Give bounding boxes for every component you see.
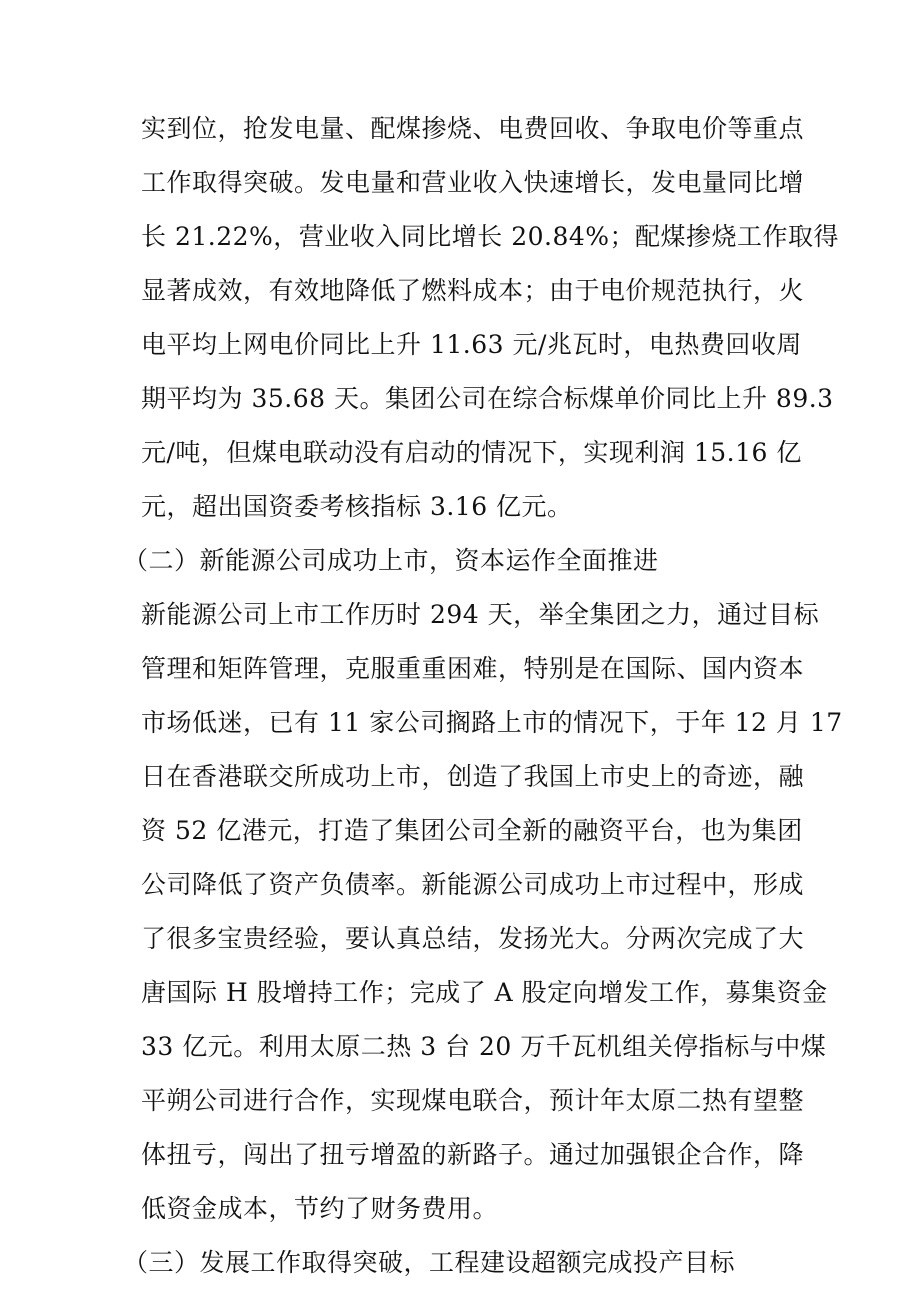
section-heading: （二）新能源公司成功上市，资本运作全面推进: [123, 546, 659, 575]
paragraph-line: 市场低迷，已有 11 家公司搁路上市的情况下，于年 12 月 17: [141, 708, 843, 737]
paragraph-line: 低资金成本，节约了财务费用。: [141, 1194, 499, 1223]
paragraph-line: 显著成效，有效地降低了燃料成本；由于电价规范执行，火: [141, 276, 805, 305]
paragraph-line: 实到位，抢发电量、配煤掺烧、电费回收、争取电价等重点: [141, 114, 805, 143]
paragraph-line: 新能源公司上市工作历时 294 天，举全集团之力，通过目标: [141, 600, 820, 629]
paragraph-line: 管理和矩阵管理，克服重重困难，特别是在国际、国内资本: [141, 654, 805, 683]
paragraph-line: 33 亿元。利用太原二热 3 台 20 万千瓦机组关停指标与中煤: [141, 1032, 827, 1061]
paragraph-line: 唐国际 H 股增持工作；完成了 A 股定向增发工作，募集资金: [141, 978, 828, 1007]
document-page: [123, 102, 843, 1290]
paragraph-line: 期平均为 35.68 天。集团公司在综合标煤单价同比上升 89.3: [141, 384, 834, 413]
paragraph-line: 了很多宝贵经验，要认真总结，发扬光大。分两次完成了大: [141, 924, 805, 953]
paragraph-line: 平朔公司进行合作，实现煤电联合，预计年太原二热有望整: [141, 1086, 805, 1115]
section-heading: （三）发展工作取得突破，工程建设超额完成投产目标: [123, 1248, 736, 1277]
paragraph-line: 工作取得突破。发电量和营业收入快速增长，发电量同比增: [141, 168, 805, 197]
paragraph-line: 元/吨，但煤电联动没有启动的情况下，实现利润 15.16 亿: [141, 438, 802, 467]
paragraph-line: 元，超出国资委考核指标 3.16 亿元。: [141, 492, 573, 521]
paragraph-line: 电平均上网电价同比上升 11.63 元/兆瓦时，电热费回收周: [141, 330, 802, 359]
paragraph-line: 长 21.22%，营业收入同比增长 20.84%；配煤掺烧工作取得: [141, 222, 840, 251]
paragraph-line: 日在香港联交所成功上市，创造了我国上市史上的奇迹，融: [141, 762, 805, 791]
paragraph-line: 体扭亏，闯出了扭亏增盈的新路子。通过加强银企合作，降: [141, 1140, 805, 1169]
paragraph-line: 公司降低了资产负债率。新能源公司成功上市过程中，形成: [141, 870, 805, 899]
paragraph-line: 资 52 亿港元，打造了集团公司全新的融资平台，也为集团: [141, 816, 803, 845]
